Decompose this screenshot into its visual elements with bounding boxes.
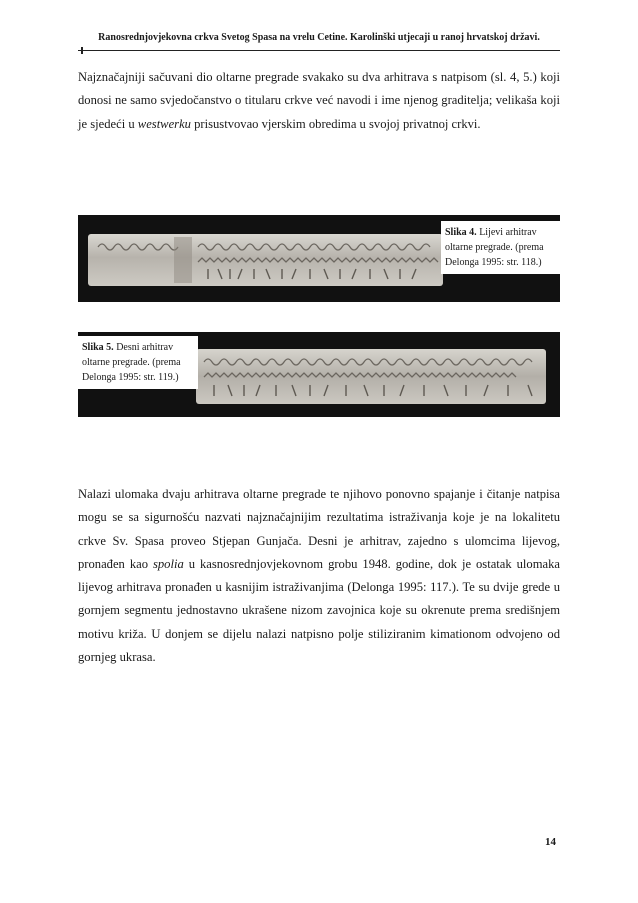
figure-4-caption-text: Lijevi arhitrav oltarne pregrade. (prema Delonga 1995: str. 118.)	[445, 227, 544, 268]
figure-5-image	[78, 332, 560, 417]
paragraph-intro-text-1: Najznačajniji sačuvani dio oltarne pregrade svakako su dva arhitrava s natpisom (sl. 4, 5.) koji donosi ne samo svjedočanstvo o titularu crkve već navodi i ime njenog graditelja; velikaša koji je sjedeći u	[78, 70, 560, 131]
figure-4-label: Slika 4.	[445, 227, 477, 238]
paragraph-intro	[78, 66, 560, 136]
page-number: 14	[545, 836, 556, 848]
figure-5-label: Slika 5.	[82, 342, 114, 353]
figure-4-image	[78, 215, 560, 302]
paragraph-intro-text-2: prisustvovao vjerskim obredima u svojoj privatnoj crkvi.	[190, 116, 481, 131]
header-rule	[78, 50, 560, 51]
running-header: Ranosrednjovjekovna crkva Svetog Spasa na vrelu Cetine. Karolinški utjecaji u ranoj hrvatskoj državi.	[98, 32, 540, 43]
paragraph-findings-text-1: Nalazi ulomaka dvaju arhitrava oltarne pregrade te njihovo ponovno spajanje i čitanje natpisa mogu se sa sigurnošću nazvati najznačajnijim rezultatima istraživanja koje je na lokalitetu crkve Sv. Spasa proveo Stjepan Gunjača. Desni je arhitrav, zajedno s ulomcima lijevog, pronađen kao	[78, 487, 560, 571]
paragraph-findings-emph: spolia	[152, 556, 184, 571]
figure-5-caption-text: Desni arhitrav oltarne pregrade. (prema Delonga 1995: str. 119.)	[82, 342, 181, 383]
header-tick	[81, 47, 83, 54]
figure-5-caption	[78, 336, 198, 389]
paragraph-findings-text-2: u kasnosrednjovjekovnom grobu 1948. godine, dok je ostatak ulomaka lijevog arhitrava pronađen u kasnijim istraživanjima (Delonga 1995: 117.). Te su dvije grede u gornjem segmentu jednostavno ukrašene nizom zavojnica koje su okrenute prema središnjem motivu križa. U donjem se dijelu nalazi natpisno polje stiliziranim kimationom odvojeno od gornjeg ukrasa.	[78, 556, 560, 665]
paragraph-findings	[78, 483, 560, 669]
figure-4-caption	[441, 221, 563, 274]
paragraph-intro-emph: westwerku	[137, 116, 191, 131]
